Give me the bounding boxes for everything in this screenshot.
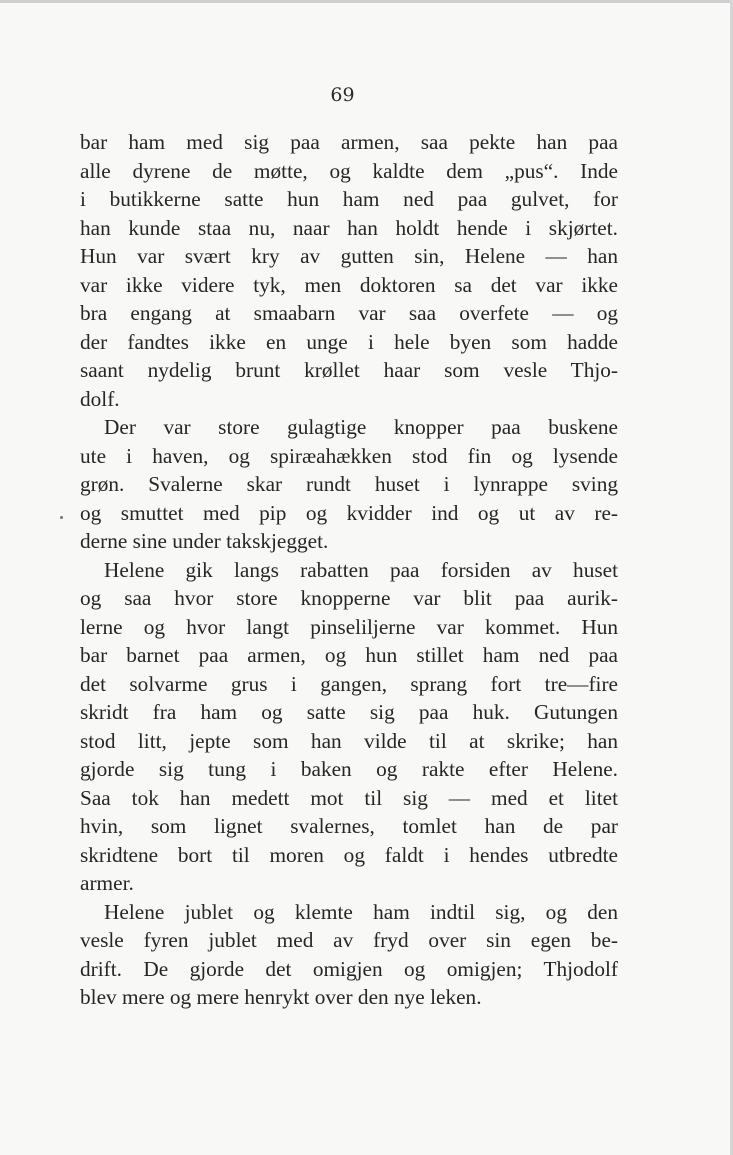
text-line: vesle fyren jublet med av fryd over sin egen be- — [80, 928, 618, 952]
text-line: skridtene bort til moren og faldt i hendes utbredte — [80, 842, 618, 867]
text-line: saant nydelig brunt krøllet haar som vesle Thjo- — [80, 358, 618, 382]
text-line: han kunde staa nu, naar han holdt hende i skjørtet. — [80, 215, 618, 240]
paragraph-1 — [80, 128, 618, 413]
text-line: var ikke videre tyk, men doktoren sa det var ikke — [80, 272, 618, 297]
text-line: derne sine under takskjegget. — [80, 529, 329, 553]
text-line: det solvarme grus i gangen, sprang fort tre—fire — [80, 671, 618, 696]
text-line: Helene jublet og klemte ham indtil sig, og den — [104, 899, 618, 924]
text-line: grøn. Svalerne skar rundt huset i lynrappe sving — [80, 472, 618, 496]
text-line: og smuttet med pip og kvidder ind og ut av re- — [80, 500, 618, 525]
text-line: gjorde sig tung i baken og rakte efter Helene. — [80, 757, 618, 781]
text-line: hvin, som lignet svalernes, tomlet han de par — [80, 814, 618, 838]
text-line: lerne og hvor langt pinseliljerne var kommet. Hun — [80, 614, 618, 639]
text-line: i butikkerne satte hun ham ned paa gulvet, for — [80, 187, 618, 211]
text-line: og saa hvor store knopperne var blit paa aurik- — [80, 586, 618, 610]
text-line: alle dyrene de møtte, og kaldte dem „pus“. Inde — [80, 158, 618, 183]
text-line: dolf. — [80, 386, 120, 411]
text-line: blev mere og mere henrykt over den nye leken. — [80, 985, 482, 1009]
text-line: drift. De gjorde det omigjen og omigjen; Thjodolf — [80, 956, 618, 981]
text-line: Der var store gulagtige knopper paa buskene — [104, 415, 618, 439]
text-line: der fandtes ikke en unge i hele byen som hadde — [80, 329, 618, 354]
text-line: bra engang at smaabarn var saa overfete — og — [80, 301, 618, 325]
text-line: Hun var svært kry av gutten sin, Helene — han — [80, 244, 618, 268]
paragraph-2 — [80, 413, 618, 556]
text-line: Saa tok han medett mot til sig — med et litet — [80, 785, 618, 810]
text-line: bar barnet paa armen, og hun stillet ham ned paa — [80, 643, 618, 667]
text-line: skridt fra ham og satte sig paa huk. Gutungen — [80, 700, 618, 724]
body-text — [80, 128, 618, 1012]
text-line: armer. — [80, 871, 134, 895]
ink-speck — [60, 516, 63, 519]
text-line: bar ham med sig paa armen, saa pekte han paa — [80, 130, 618, 154]
paragraph-3 — [80, 556, 618, 898]
page-top-edge — [0, 0, 733, 3]
text-line: stod litt, jepte som han vilde til at skrike; han — [80, 728, 618, 753]
text-line: Helene gik langs rabatten paa forsiden av huset — [104, 557, 618, 582]
paragraph-4 — [80, 898, 618, 1012]
text-line: ute i haven, og spiræahækken stod fin og lysende — [80, 443, 618, 468]
page-number: 69 — [330, 84, 355, 106]
